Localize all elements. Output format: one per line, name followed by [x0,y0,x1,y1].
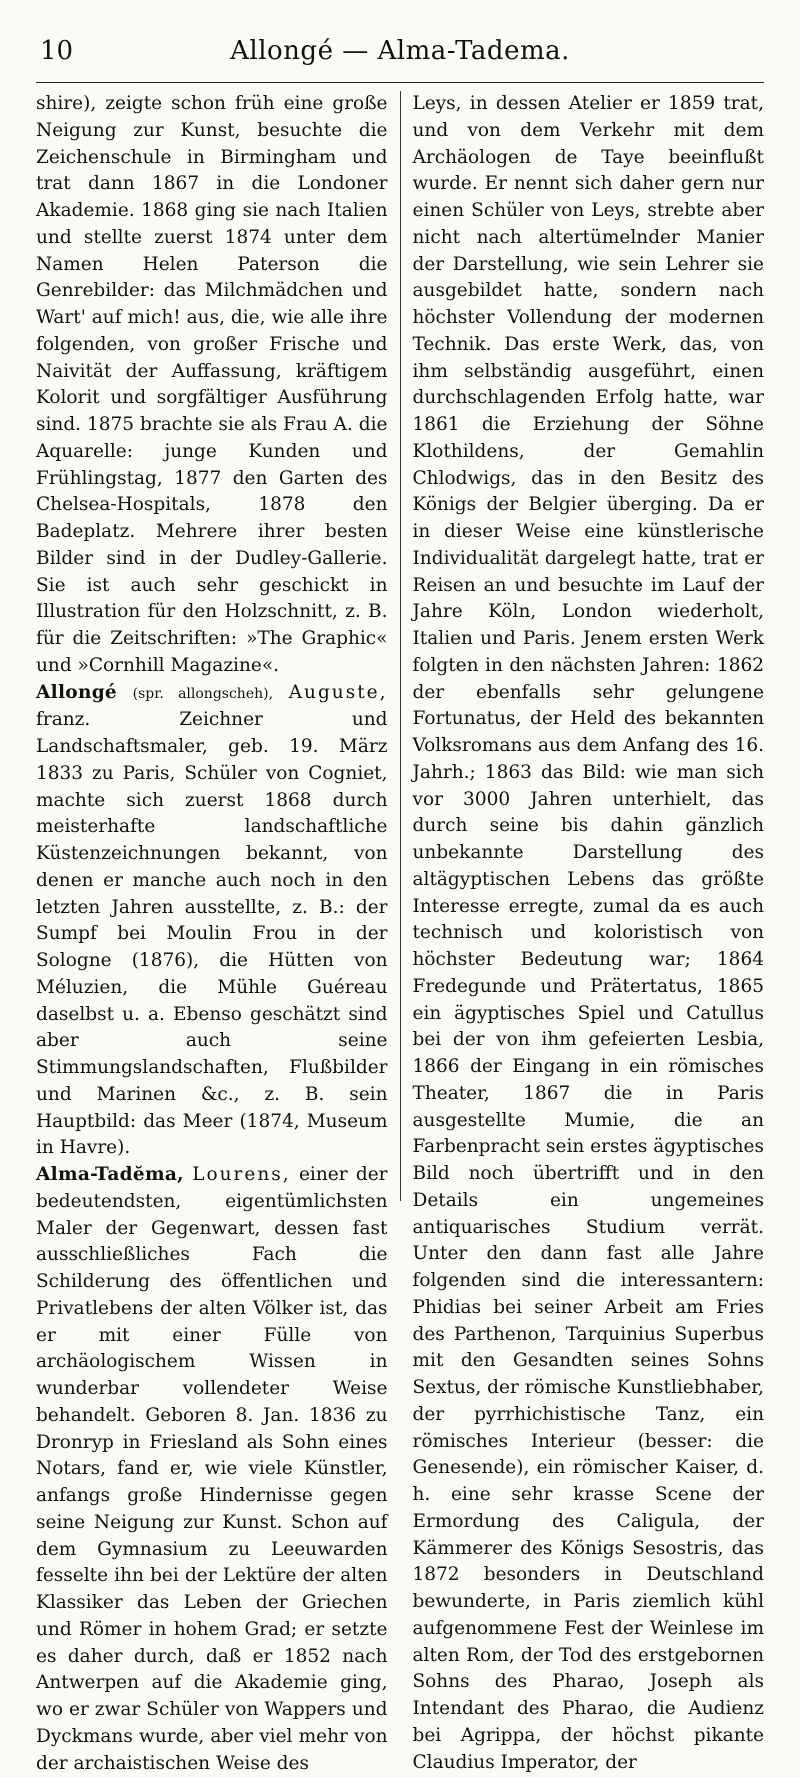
given-name-alma-tadema: Lourens, [192,1164,291,1185]
headword-alma-tadema: Alma-Tadĕma, [36,1164,184,1185]
entry-text-continued: Leys, in dessen Atelier er 1859 trat, und von dem Verkehr mit dem Archäologen de Taye beeinflußt wurde. Er nennt sich daher gern nur einen Schüler von Leys, strebte aber nicht nach altertümelnder Manier der Darstellung, wie sein Lehrer sie ausgebildet hatte, sondern nach höchster Vollendung der modernen Technik. Das erste Werk, das, von ihm selbständig ausgeführt, einen durchschlagenden Erfolg hatte, war 1861 die Erziehung der Söhne Klothildens, der Gemahlin Chlodwigs, das in den Besitz des Königs der Belgier überging. Da er in dieser Weise eine künstlerische Individualität dargelegt hatte, trat er Reisen an und besuchte im Lauf der Jahre Köln, London wiederholt, Italien und Paris. Jenem ersten Werk folgten in den nächsten Jahren: 1862 der ebenfalls sehr gelungene Fortunatus, der Held des bekannten Volksromans aus dem Anfang des 16. Jahrh.; 1863 das Bild: wie man sich vor 3000 Jahren unterhielt, das durch seine bis dahin gänzlich unbekannte Darstellung des altägyptischen Lebens das größte Interesse erregte, zumal da es auch technisch und koloristisch von höchster Bedeutung war; 1864 Fredegunde und Prätertatus, 1865 ein ägyptisches Spiel und Catullus bei der von ihm gefeierten Lesbia, 1866 der Eingang in ein römisches Theater, 1867 die in Paris ausgestellte Mumie, die an Farbenpracht sein erstes ägyptisches Bild noch übertrifft und in den Details ein ungemeines antiquarisches Studium verrät. Unter den dann fast alle Jahre folgenden sind die interessantern: Phidias bei seiner Arbeit am Fries des Parthenon, Tarquinius Superbus mit den Gesandten seines Sohns Sextus, der römische Kunstliebhaber, der pyrrhichistische Tanz, ein römisches Interieur (besser: die Genesende), ein römischer Kaiser, d. h. eine sehr krasse Scene der Ermordung des Caligula, der Kämmerer des Königs Sesostris, das 1872 besonders in Deutschland bewunderte, in Paris ziemlich kühl aufgenommene Fest der Weinlese im alten Rom, der Tod des erstgebornen Sohns des Pharao, Joseph als Intendant des Pharao, die Audienz bei Agrippa, der höchst pikante Claudius Imperator, der [412,93,764,1773]
running-title: Allongé — Alma-Tadema. [230,36,570,66]
entry-alma-tadema [36,1162,388,1777]
pronunciation: (spr. allongscheh), [132,685,274,702]
page-number: 10 [40,36,74,66]
page-header [36,30,764,83]
right-column [401,91,765,1773]
left-column [36,91,400,1774]
entry-allonge [36,680,388,1163]
entry-text-alma-tadema: einer der bedeutendsten, eigentümlichsten Maler der Gegenwart, dessen fast ausschließliches Fach die Schilderung des öffentlichen und Privatlebens der alten Völker ist, das er mit einer Fülle von archäologischem Wissen in wunderbar vollendeter Weise behandelt. Geboren 8. Jan. 1836 zu Dronryp in Friesland als Sohn eines Notars, fand er, wie viele Künstler, anfangs große Hindernisse gegen seine Neigung zur Kunst. Schon auf dem Gymnasium zu Leeuwarden fesselte ihn bei der Lektüre der alten Klassiker das Leben der Griechen und Römer in hohem Grad; er setzte es daher durch, daß er 1852 nach Antwerpen auf die Akademie ging, wo er zwar Schüler von Wappers und Dyckmans wurde, aber viel mehr von der archaistischen Weise des [36,1164,388,1774]
entry-continuation: shire), zeigte schon früh eine große Neigung zur Kunst, besuchte die Zeichenschule in Birmingham und trat dann 1867 in die Londoner Akademie. 1868 ging sie nach Italien und stellte zuerst 1874 unter dem Namen Helen Paterson die Genrebilder: das Milchmädchen und Wart' auf mich! aus, die, wie alle ihre folgenden, von großer Frische und Naivität der Auffassung, kräftigem Kolorit und sorgfältiger Ausführung sind. 1875 brachte sie als Frau A. die Aquarelle: junge Kunden und Frühlingstag, 1877 den Garten des Chelsea-Hospitals, 1878 den Badeplatz. Mehrere ihrer besten Bilder sind in der Dudley-Gallerie. Sie ist auch sehr geschickt in Illustration für den Holzschnitt, z. B. für die Zeitschriften: »The Graphic« und »Cornhill Magazine«. [36,93,388,676]
entry-text-allonge: franz. Zeichner und Landschaftsmaler, geb. 19. März 1833 zu Paris, Schüler von Cogniet, machte sich zuerst 1868 durch meisterhafte landschaftliche Küstenzeichnungen bekannt, von denen er manche auch noch in den letzten Jahren ausstellte, z. B.: der Sumpf bei Moulin Frou in der Sologne (1876), die Hütten von Méluzien, die Mühle Guéreau daselbst u. a. Ebenso geschätzt sind aber auch seine Stimmungslandschaften, Flußbilder und Marinen &c., z. B. sein Hauptbild: das Meer (1874, Museum in Havre). [36,709,388,1159]
text-columns [36,91,764,1774]
given-name-allonge: Auguste, [288,681,388,703]
headword-allonge: Allongé [36,681,118,703]
